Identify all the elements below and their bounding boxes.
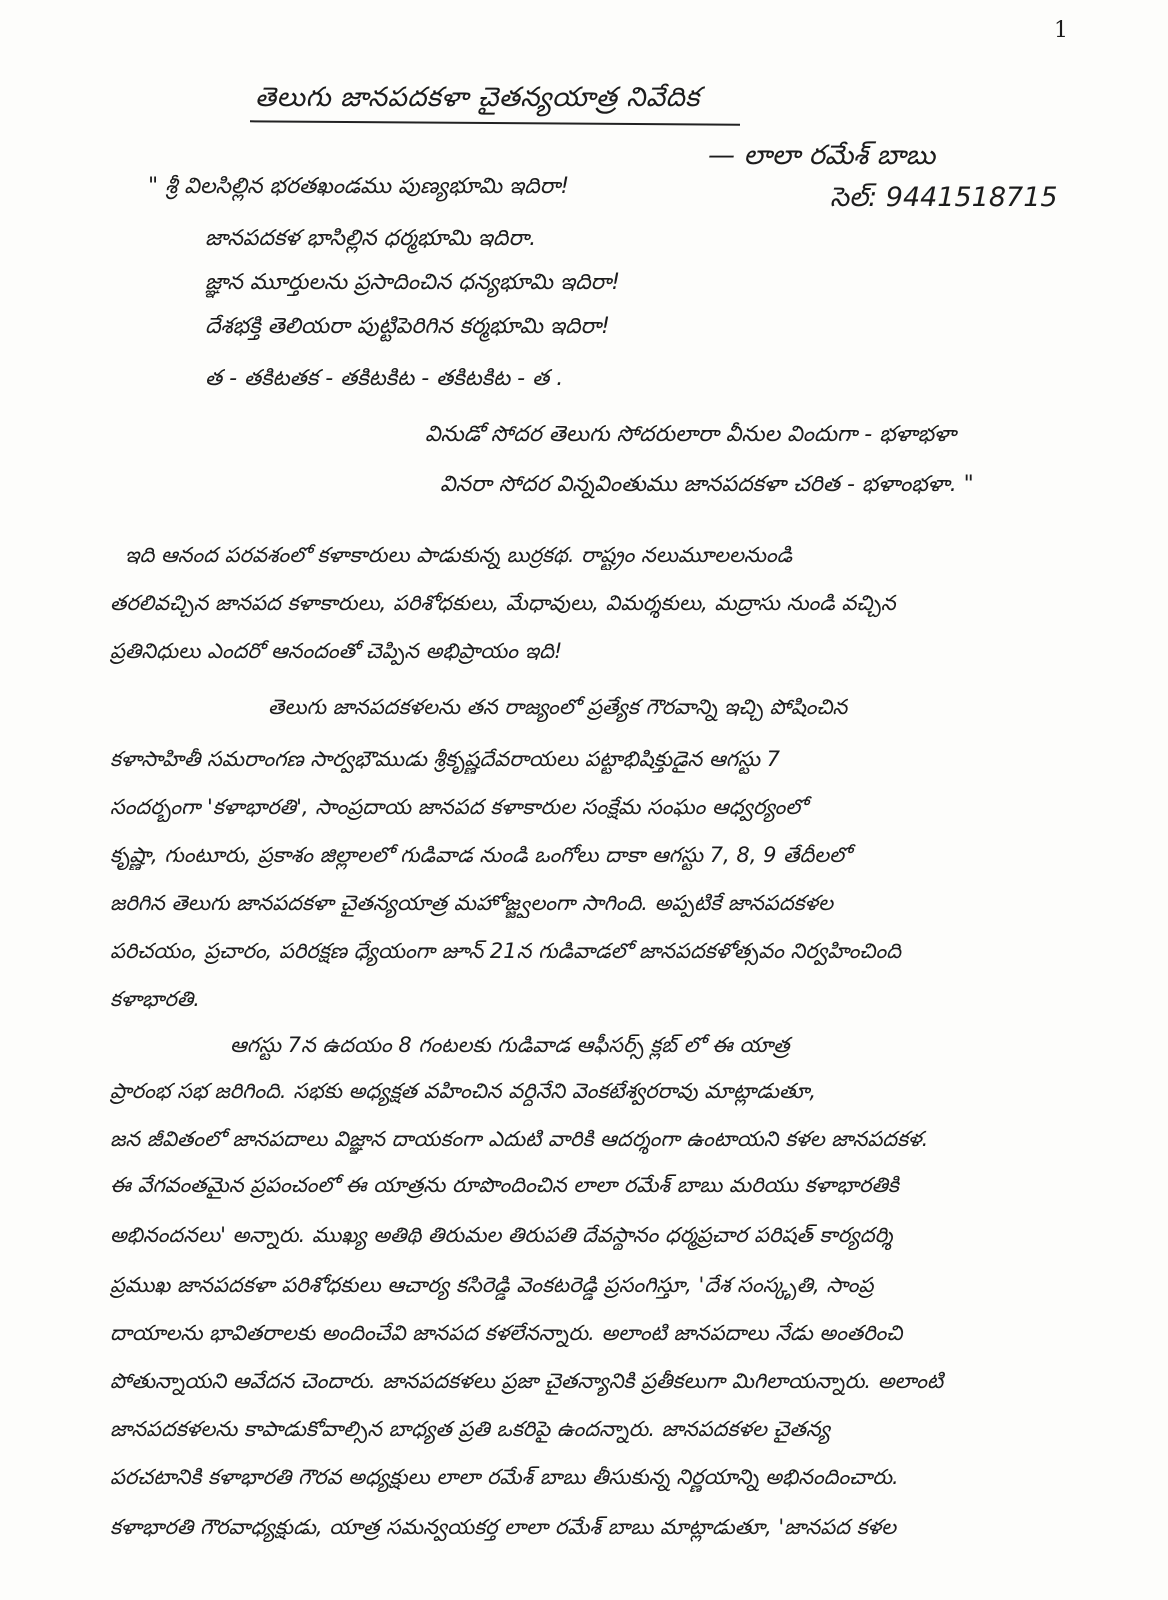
poem-line: త - తకిటతక - తకిటకిట - తకిటకిట - త . xyxy=(205,366,564,391)
body-line: కృష్ణా, గుంటూరు, ప్రకాశం జిల్లాలలో గుడివాడ నుండి ఒంగోలు దాకా ఆగస్టు 7, 8, 9 తేదీలలో xyxy=(110,843,851,867)
body-line: ప్రముఖ జానపదకళా పరిశోధకులు ఆచార్య కసిరెడ్డి వెంకటరెడ్డి ప్రసంగిస్తూ, 'దేశ సంస్కృతి, సాంప్ర xyxy=(110,1273,874,1297)
body-line: ఈ వేగవంతమైన ప్రపంచంలో ఈ యాత్రను రూపొందించిన లాలా రమేశ్ బాబు మరియు కళాభారతికి xyxy=(110,1173,899,1197)
body-line: జన జీవితంలో జానపదాలు విజ్ఞాన దాయకంగా ఎదుటి వారికి ఆదర్శంగా ఉంటాయని కళల జానపదకళ. xyxy=(110,1127,929,1151)
poem-line: జ్ఞాన మూర్తులను ప్రసాదించిన ధన్యభూమి ఇదిరా! xyxy=(205,270,621,295)
body-line: కళాసాహితీ సమరాంగణ సార్వభౌముడు శ్రీకృష్ణదేవరాయలు పట్టాభిషిక్తుడైన ఆగస్టు 7 xyxy=(110,747,780,771)
body-line: అభినందనలు' అన్నారు. ముఖ్య అతిథి తిరుమల తిరుపతి దేవస్థానం ధర్మప్రచార పరిషత్ కార్యదర్శి xyxy=(110,1223,893,1247)
body-line: ఆగస్టు 7న ఉదయం 8 గంటలకు గుడివాడ ఆఫీసర్స్ క్లబ్ లో ఈ యాత్ర xyxy=(230,1033,790,1057)
body-line: తరలివచ్చిన జానపద కళాకారులు, పరిశోధకులు, మేధావులు, విమర్శకులు, మద్రాసు నుండి వచ్చిన xyxy=(110,591,896,615)
body-line: జరిగిన తెలుగు జానపదకళా చైతన్యయాత్ర మహోజ్జ్వలంగా సాగింది. అప్పటికే జానపదకళల xyxy=(110,891,834,915)
poem-line: " శ్రీ విలసిల్లిన భరతఖండము పుణ్యభూమి ఇదిరా! xyxy=(148,174,570,199)
body-line: ఇది ఆనంద పరవశంలో కళాకారులు పాడుకున్న బుర్రకథ. రాష్ట్రం నలుమూలలనుండి xyxy=(125,543,793,567)
poem-line: వినరా సోదర విన్నవింతుము జానపదకళా చరిత - భళాంభళా. " xyxy=(440,472,974,497)
body-line: పరిచయం, ప్రచారం, పరిరక్షణ ధ్యేయంగా జూన్ 21న గుడివాడలో జానపదకళోత్సవం నిర్వహించింది xyxy=(110,939,901,963)
title-underline xyxy=(250,120,740,125)
body-line: ప్రారంభ సభ జరిగింది. సభకు అధ్యక్షత వహించిన వర్ధినేని వెంకటేశ్వరరావు మాట్లాడుతూ, xyxy=(110,1079,817,1103)
body-line: కళాభారతి గౌరవాధ్యక్షుడు, యాత్ర సమన్వయకర్త లాలా రమేశ్ బాబు మాట్లాడుతూ, 'జానపద కళల xyxy=(110,1515,897,1539)
poem-line: దేశభక్తి తెలియరా పుట్టిపెరిగిన కర్మభూమి ఇదిరా! xyxy=(205,314,610,339)
document-title: తెలుగు జానపదకళా చైతన్యయాత్ర నివేదిక xyxy=(255,82,700,113)
body-line: దాయాలను భావితరాలకు అందించేవి జానపద కళలేనన్నారు. అలాంటి జానపదాలు నేడు అంతరించి xyxy=(110,1321,903,1345)
body-line: పోతున్నాయని ఆవేదన చెందారు. జానపదకళలు ప్రజా చైతన్యానికి ప్రతీకలుగా మిగిలాయన్నారు. అలాంటి xyxy=(110,1369,944,1393)
body-line: సందర్భంగా 'కళాభారతి', సాంప్రదాయ జానపద కళాకారుల సంక్షేమ సంఘం ఆధ్వర్యంలో xyxy=(110,795,807,819)
body-line: తెలుగు జానపదకళలను తన రాజ్యంలో ప్రత్యేక గౌరవాన్ని ఇచ్చి పోషించిన xyxy=(268,695,848,719)
poem-line: జానపదకళ భాసిల్లిన ధర్మభూమి ఇదిరా. xyxy=(205,226,537,251)
body-line: ప్రతినిధులు ఎందరో ఆనందంతో చెప్పిన అభిప్రాయం ఇది! xyxy=(110,639,563,663)
body-line: కళాభారతి. xyxy=(110,987,200,1011)
poem-line: వినుడో సోదర తెలుగు సోదరులారా వీనుల విందుగా - భళాభళా xyxy=(425,422,957,447)
author-name: — లాలా రమేశ్ బాబు xyxy=(708,140,936,171)
body-line: పరచటానికి కళాభారతి గౌరవ అధ్యక్షులు లాలా రమేశ్ బాబు తీసుకున్న నిర్ణయాన్ని అభినందించారు. xyxy=(110,1465,899,1489)
body-line: జానపదకళలను కాపాడుకోవాల్సిన బాధ్యత ప్రతి ఒకరిపై ఉందన్నారు. జానపదకళల చైతన్య xyxy=(110,1417,830,1441)
page-number: 1 xyxy=(1054,18,1068,43)
author-phone: సెల్: 9441518715 xyxy=(830,182,1058,213)
